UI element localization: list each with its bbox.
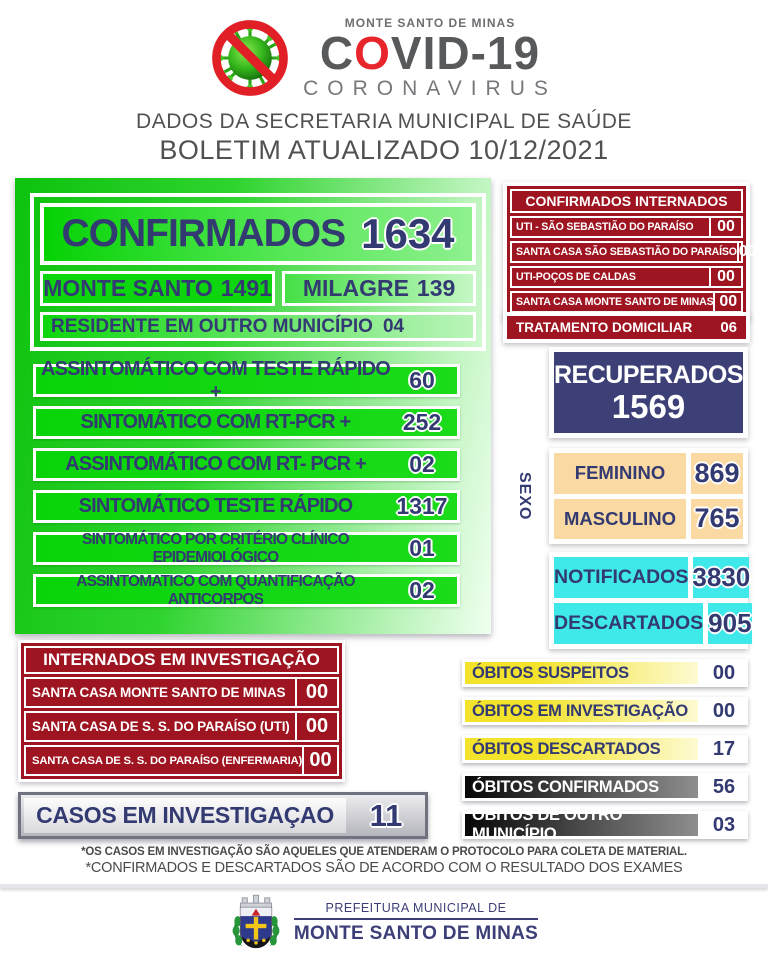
sex-axis-label: SEXO [516,471,533,521]
sex-row [554,453,743,494]
death-label: ÓBITOS SUSPEITOS [465,662,698,684]
breakdown-value: 1317 [396,493,448,519]
breakdown-label: ASSINTOMÁTICO COM RT- PCR + [65,453,366,475]
hospital-value: 00 [713,293,741,311]
red-o: O [354,26,391,79]
hospital-row [510,216,743,238]
investigation-hospital-row [24,745,339,776]
confirmed-label: CONFIRMADOS [61,212,346,255]
footnote-2: *CONFIRMADOS E DESCARTADOS SÃO DE ACORDO COM O RESULTADO DOS EXAMES [85,860,683,876]
investigation-hospital-label: SANTA CASA MONTE SANTO DE MINAS [32,685,286,700]
breakdown-label: ASSINTOMÁTICO COM TESTE RÁPIDO + [41,357,390,403]
breakdown-value: 01 [409,535,435,561]
logo-subtitle: CORONAVIRUS [303,76,557,100]
investigation-cases-value: 11 [369,797,403,833]
confirmed-panel [15,178,491,634]
notified-row [554,603,752,644]
death-value: 00 [712,699,736,722]
confirmed-breakdown [33,357,460,608]
breakdown-row [33,357,460,403]
deaths-list [462,659,748,843]
confirmed-hospitalized-title: CONFIRMADOS INTERNADOS [510,189,743,213]
death-label: ÓBITOS DESCARTADOS [465,738,698,760]
death-label: ÓBITOS DE OUTRO MUNICÍPIO [465,814,698,836]
investigation-hospital-value: 00 [295,679,337,706]
sex-row [554,499,743,540]
breakdown-value: 02 [409,577,435,603]
hospital-label: UTI-POÇOS DE CALDAS [516,271,636,283]
footer-divider [0,884,768,888]
hospital-row [510,291,743,313]
sex-value: 869 [691,453,743,494]
confirmed-hospitalized-card [503,182,757,320]
home-treatment-card [503,312,750,343]
sex-label: MASCULINO [554,499,686,540]
home-treatment-value: 06 [720,319,737,336]
death-value: 17 [712,737,736,760]
milagre-box: MILAGRE 139 [282,271,476,306]
footer-city: MONTE SANTO DE MINAS [293,923,539,944]
death-row [462,659,748,687]
hospital-label: UTI - SÃO SEBASTIÃO DO PARAÍSO [516,221,694,233]
investigation-cases-card [18,792,428,839]
sex-card [549,448,748,544]
hospital-label: SANTA CASA SÃO SEBASTIÃO DO PARAÍSO [516,246,737,258]
breakdown-label: SINTOMÁTICO POR CRITÉRIO CLÍNICO EPIDEMIOLÓGICO [82,530,349,566]
death-row [462,735,748,763]
death-value: 00 [712,661,736,684]
investigation-hospital-label: SANTA CASA DE S. S. DO PARAÍSO (UTI) [32,719,290,734]
breakdown-label: ASSINTOMATICO COM QUANTIFICAÇÃO ANTICORPOS [76,572,355,608]
bulletin-date: BOLETIM ATUALIZADO 10/12/2021 [159,135,609,165]
investigation-hospital-value: 00 [295,713,337,740]
confirmed-value: 1634 [361,210,455,257]
city-coat-of-arms-icon [230,892,282,954]
confirmed-summary [30,193,486,351]
hospital-row [510,241,757,263]
sex-value: 765 [691,499,743,540]
hospital-value: 00 [709,218,741,236]
breakdown-row [33,532,460,565]
breakdown-value: 02 [409,451,435,477]
confirmed-hospitalized-rows [510,216,757,313]
breakdown-label: SINTOMÁTICO COM RT-PCR + [80,411,351,433]
footer [0,892,768,954]
investigation-hospital-row [24,711,339,742]
breakdown-row [33,574,460,607]
breakdown-label: SINTOMÁTICO TESTE RÁPIDO [78,495,353,517]
outro-municipio-box: RESIDENTE EM OUTRO MUNICÍPIO 04 [40,312,476,341]
sex-label: FEMININO [554,453,686,494]
breakdown-value: 60 [409,367,435,393]
hospital-row [510,266,743,288]
death-value: 56 [712,775,736,798]
death-row [462,773,748,801]
recovered-value: 1569 [611,387,686,425]
recovered-card [549,347,748,438]
bulletin-source: DADOS DA SECRETARIA MUNICIPAL DE SAÚDE [136,110,632,133]
investigation-hospital-row [24,677,339,708]
hospital-label: SANTA CASA MONTE SANTO DE MINAS [516,296,714,308]
monte-santo-box: MONTE SANTO 1491 [40,271,275,306]
breakdown-row [33,448,460,481]
hospital-value: 00 [738,243,757,260]
investigation-hospitalized-card [18,640,345,782]
notified-value: 905 [708,603,751,644]
covid-logo [0,12,768,104]
notified-label: DESCARTADOS [554,603,703,644]
breakdown-value: 252 [402,409,442,435]
home-treatment-label: TRATAMENTO DOMICILIAR [516,320,693,335]
notified-row [554,557,751,598]
investigation-hospital-value: 00 [302,747,337,774]
no-virus-icon [211,17,289,99]
header [0,12,768,166]
breakdown-row [33,490,460,523]
investigation-hospital-label: SANTA CASA DE S. S. DO PARAÍSO (ENFERMARIA) [32,754,303,767]
logo-city: MONTE SANTO DE MINAS [344,15,516,30]
hospital-value: 00 [709,268,741,286]
breakdown-row [33,406,460,439]
investigation-hospitalized-title: INTERNADOS EM INVESTIGAÇÃO [24,646,339,674]
death-row [462,697,748,725]
notified-label: NOTIFICADOS [554,557,688,598]
death-row [462,806,748,843]
investigation-hospitalized-rows [24,677,339,776]
confirmed-total [40,203,476,265]
footnotes [0,846,768,876]
death-value: 03 [712,813,736,836]
death-label: ÓBITOS EM INVESTIGAÇÃO [465,700,698,722]
notified-card [549,552,752,649]
notified-value: 3830 [693,557,749,598]
footnote-1: *OS CASOS EM INVESTIGAÇÃO SÃO AQUELES QUE ATENDERAM O PROTOCOLO PARA COLETA DE MATERIAL. [81,846,687,858]
investigation-cases-label: CASOS EM INVESTIGAÇAO [24,798,346,833]
logo-title: COVID-19 [319,26,541,79]
footer-prefeitura: PREFEITURA MUNICIPAL DE [294,901,538,920]
recovered-label: RECUPERADOS [554,360,743,389]
death-label: ÓBITOS CONFIRMADOS [465,776,698,798]
